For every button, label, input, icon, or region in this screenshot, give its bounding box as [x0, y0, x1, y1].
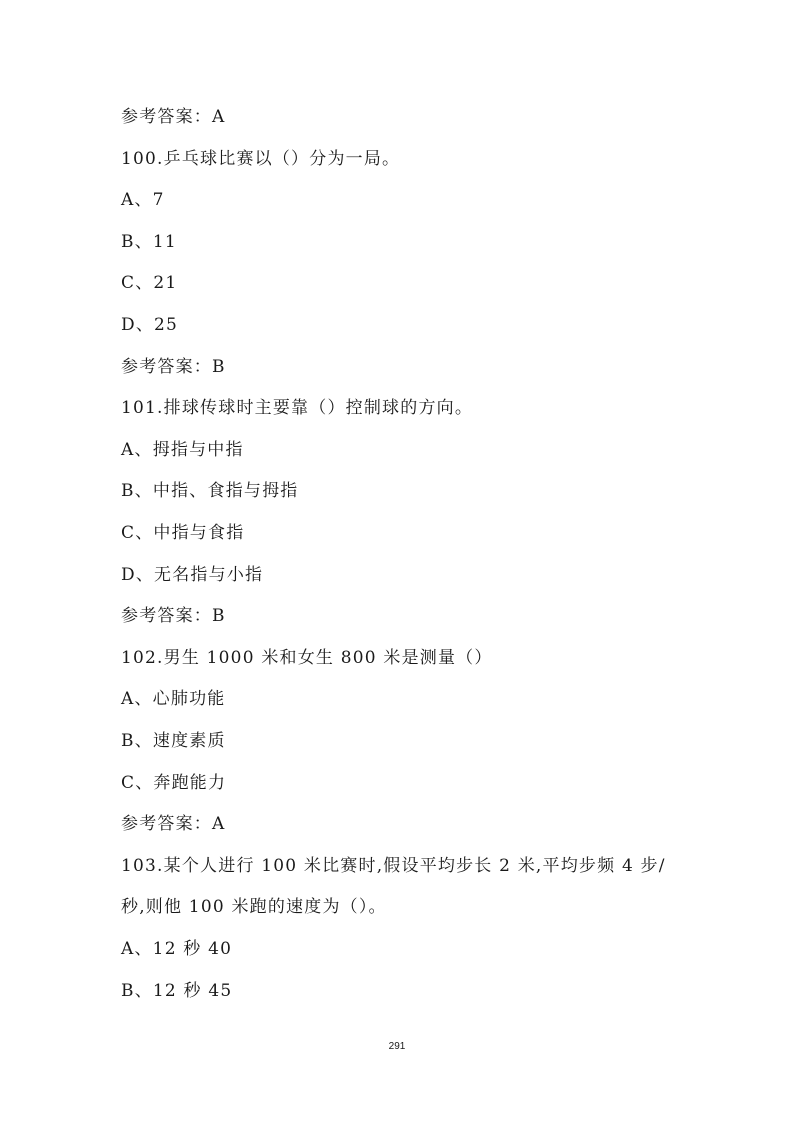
answer-102: 参考答案：A	[121, 814, 226, 834]
question-102: 102.男生 1000 米和女生 800 米是测量（）	[121, 648, 493, 668]
option-100-c: C、21	[121, 273, 178, 293]
option-103-b: B、12 秒 45	[121, 981, 233, 1001]
option-101-d: D、无名指与小指	[121, 565, 264, 585]
answer-99: 参考答案：A	[121, 107, 226, 127]
option-101-b: B、中指、食指与拇指	[121, 481, 299, 501]
question-101: 101.排球传球时主要靠（）控制球的方向。	[121, 398, 474, 418]
option-101-a: A、拇指与中指	[121, 440, 244, 460]
question-103-line-2: 秒,则他 100 米跑的速度为（）。	[121, 897, 387, 917]
option-100-d: D、25	[121, 315, 179, 335]
option-102-c: C、奔跑能力	[121, 773, 227, 793]
question-103-line-1: 103.某个人进行 100 米比赛时,假设平均步长 2 米,平均步频 4 步/	[121, 856, 666, 876]
question-100: 100.乒乓球比赛以（）分为一局。	[121, 149, 401, 169]
option-102-b: B、速度素质	[121, 731, 226, 751]
option-100-b: B、11	[121, 232, 177, 252]
page-number: 291	[388, 1041, 406, 1052]
answer-100: 参考答案：B	[121, 357, 226, 377]
option-100-a: A、7	[121, 190, 165, 210]
option-101-c: C、中指与食指	[121, 523, 245, 543]
answer-101: 参考答案：B	[121, 606, 226, 626]
option-103-a: A、12 秒 40	[121, 939, 233, 959]
option-102-a: A、心肺功能	[121, 689, 226, 709]
